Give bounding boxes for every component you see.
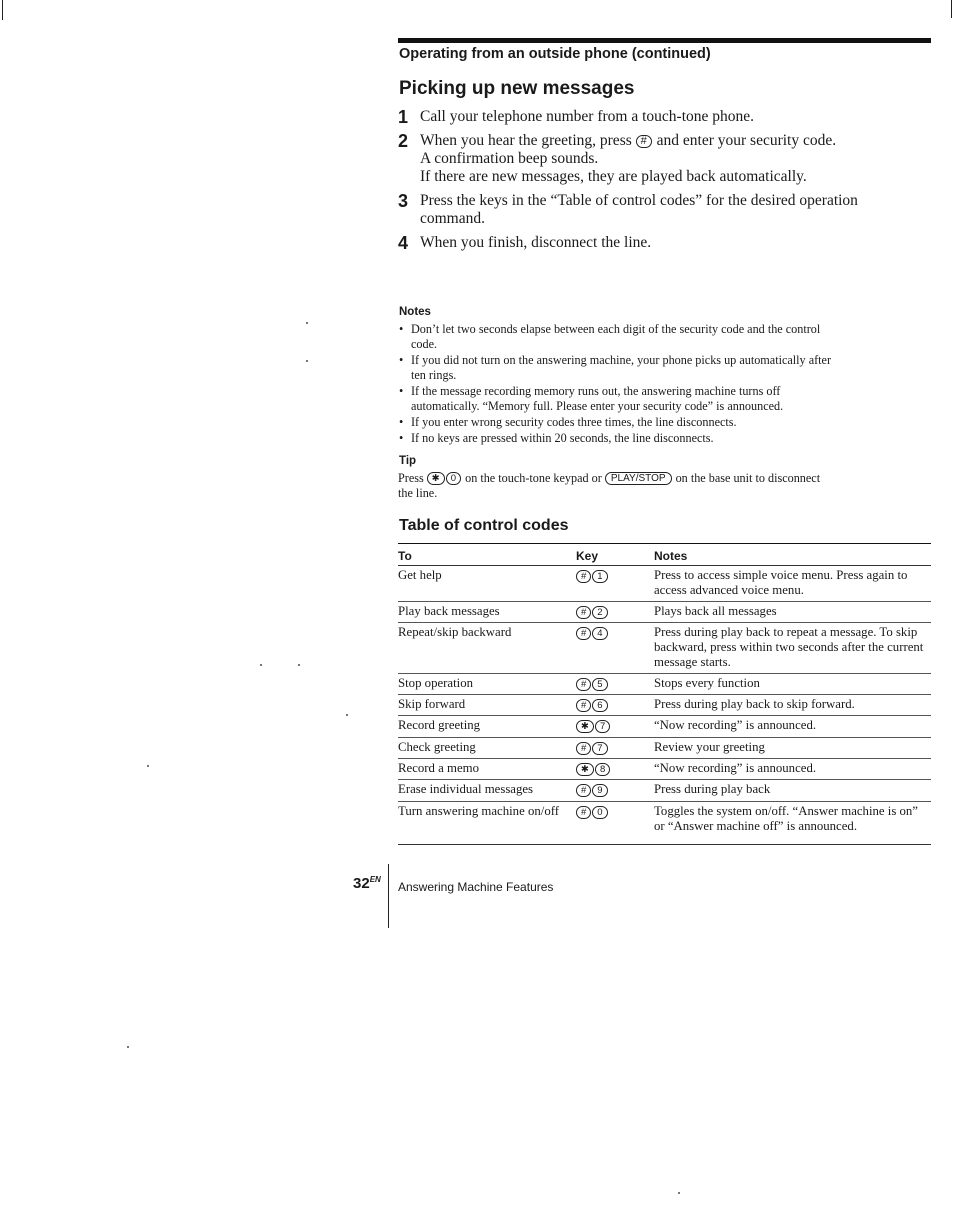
scan-edge-left	[2, 0, 3, 20]
note-item: • If no keys are pressed within 20 seconds, the line disconnects.	[398, 431, 838, 446]
step-number: 2	[398, 131, 409, 151]
scan-speck	[346, 714, 348, 716]
page-number-value: 32	[353, 875, 370, 892]
star-key-icon: ✱	[576, 720, 594, 733]
zero-key-icon: 0	[446, 472, 461, 485]
scan-speck	[306, 322, 308, 324]
steps-list	[398, 108, 878, 258]
scan-edge-right	[951, 0, 952, 18]
table-row	[398, 737, 931, 758]
row-key	[576, 716, 654, 737]
row-to: Turn answering machine on/off	[398, 801, 576, 845]
row-to: Erase individual messages	[398, 780, 576, 801]
row-to: Repeat/skip backward	[398, 622, 576, 673]
footer-rule	[388, 864, 389, 928]
control-codes-table	[398, 543, 931, 845]
header-notes: Notes	[654, 544, 931, 566]
row-key	[576, 695, 654, 716]
step-text: When you finish, disconnect the line.	[420, 234, 652, 251]
row-notes: Press to access simple voice menu. Press again to access advanced voice menu.	[654, 566, 931, 602]
hash-key-icon: #	[576, 742, 591, 755]
hash-key-icon: #	[576, 570, 591, 583]
row-key	[576, 622, 654, 673]
tip-text	[398, 471, 828, 500]
header-key: Key	[576, 544, 654, 566]
table-title: Table of control codes	[399, 517, 569, 534]
row-notes: Press during play back to repeat a message. To skip backward, press within two seconds after the current message starts.	[654, 622, 931, 673]
row-notes: Plays back all messages	[654, 601, 931, 622]
tip-after: on the base unit to disconnect the line.	[398, 471, 821, 500]
step-1	[398, 108, 878, 126]
row-to: Stop operation	[398, 673, 576, 694]
step-number: 4	[398, 233, 409, 253]
hash-key-icon: #	[576, 678, 591, 691]
page-suffix: EN	[369, 875, 381, 884]
play-stop-button-icon: PLAY/STOP	[605, 472, 672, 485]
section-heading: Operating from an outside phone (continued)	[399, 46, 711, 62]
notes-heading: Notes	[399, 306, 431, 318]
note-item: • Don’t let two seconds elapse between each digit of the security code and the control code.	[398, 322, 838, 351]
row-key	[576, 673, 654, 694]
row-to: Record greeting	[398, 716, 576, 737]
step-text: Call your telephone number from a touch-tone phone.	[420, 108, 755, 125]
row-key	[576, 601, 654, 622]
row-key	[576, 780, 654, 801]
step-number: 3	[398, 191, 409, 211]
step-text: Press the keys in the “Table of control codes” for the desired operation command.	[420, 192, 858, 227]
table-row	[398, 566, 931, 602]
row-to: Record a memo	[398, 758, 576, 779]
step-text-after: and enter your security code.	[656, 132, 837, 149]
hash-key-icon: #	[576, 606, 591, 619]
row-key	[576, 566, 654, 602]
scan-speck	[298, 664, 300, 666]
star-key-icon: ✱	[427, 472, 445, 485]
note-item: • If you enter wrong security codes three times, the line disconnects.	[398, 415, 838, 430]
hash-key-icon: #	[576, 806, 591, 819]
star-key-icon: ✱	[576, 763, 594, 776]
table-header-row	[398, 544, 931, 566]
digit-key-icon: 2	[592, 606, 607, 619]
row-to: Skip forward	[398, 695, 576, 716]
row-notes: Review your greeting	[654, 737, 931, 758]
table-row	[398, 716, 931, 737]
header-rule	[398, 38, 931, 43]
row-notes: Press during play back	[654, 780, 931, 801]
row-to: Play back messages	[398, 601, 576, 622]
digit-key-icon: 9	[592, 784, 607, 797]
step-4	[398, 234, 878, 252]
digit-key-icon: 7	[595, 720, 610, 733]
row-notes: Stops every function	[654, 673, 931, 694]
table-row	[398, 780, 931, 801]
notes-list	[398, 322, 838, 447]
table-row	[398, 601, 931, 622]
scan-speck	[678, 1192, 680, 1194]
step-number: 1	[398, 107, 409, 127]
tip-before: Press	[398, 471, 424, 485]
note-item: • If the message recording memory runs out, the answering machine turns off automatically. “Memory full. Please enter your security code” is announced.	[398, 384, 838, 413]
scan-speck	[127, 1046, 129, 1048]
hash-key-icon: #	[576, 627, 591, 640]
step-3	[398, 192, 878, 228]
tip-heading: Tip	[399, 455, 417, 467]
table-body	[398, 566, 931, 845]
table-row	[398, 758, 931, 779]
row-notes: Press during play back to skip forward.	[654, 695, 931, 716]
table-row	[398, 673, 931, 694]
digit-key-icon: 1	[592, 570, 607, 583]
chapter-label: Answering Machine Features	[398, 880, 554, 894]
step-text	[420, 132, 836, 150]
hash-key-icon: #	[576, 699, 591, 712]
header-to: To	[398, 544, 576, 566]
table-row	[398, 622, 931, 673]
row-key	[576, 737, 654, 758]
row-key	[576, 801, 654, 845]
digit-key-icon: 8	[595, 763, 610, 776]
page-number	[353, 875, 381, 892]
table-row	[398, 801, 931, 845]
row-notes: “Now recording” is announced.	[654, 716, 931, 737]
digit-key-icon: 6	[592, 699, 607, 712]
step-text: A confirmation beep sounds.	[420, 150, 599, 167]
digit-key-icon: 0	[592, 806, 607, 819]
row-notes: Toggles the system on/off. “Answer machine is on” or “Answer machine off” is announced.	[654, 801, 931, 845]
step-2	[398, 132, 878, 186]
page-title: Picking up new messages	[399, 78, 635, 99]
step-text: If there are new messages, they are played back automatically.	[420, 168, 807, 185]
note-item: • If you did not turn on the answering machine, your phone picks up automatically after ten rings.	[398, 353, 838, 382]
step-text-before: When you hear the greeting, press	[420, 132, 632, 149]
digit-key-icon: 5	[592, 678, 607, 691]
digit-key-icon: 4	[592, 627, 607, 640]
hash-key-icon: #	[636, 135, 652, 148]
tip-middle: on the touch-tone keypad or	[465, 471, 602, 485]
row-notes: “Now recording” is announced.	[654, 758, 931, 779]
scan-speck	[260, 664, 262, 666]
digit-key-icon: 7	[592, 742, 607, 755]
scan-speck	[147, 765, 149, 767]
scan-speck	[306, 360, 308, 362]
row-to: Get help	[398, 566, 576, 602]
row-to: Check greeting	[398, 737, 576, 758]
hash-key-icon: #	[576, 784, 591, 797]
row-key	[576, 758, 654, 779]
table-row	[398, 695, 931, 716]
